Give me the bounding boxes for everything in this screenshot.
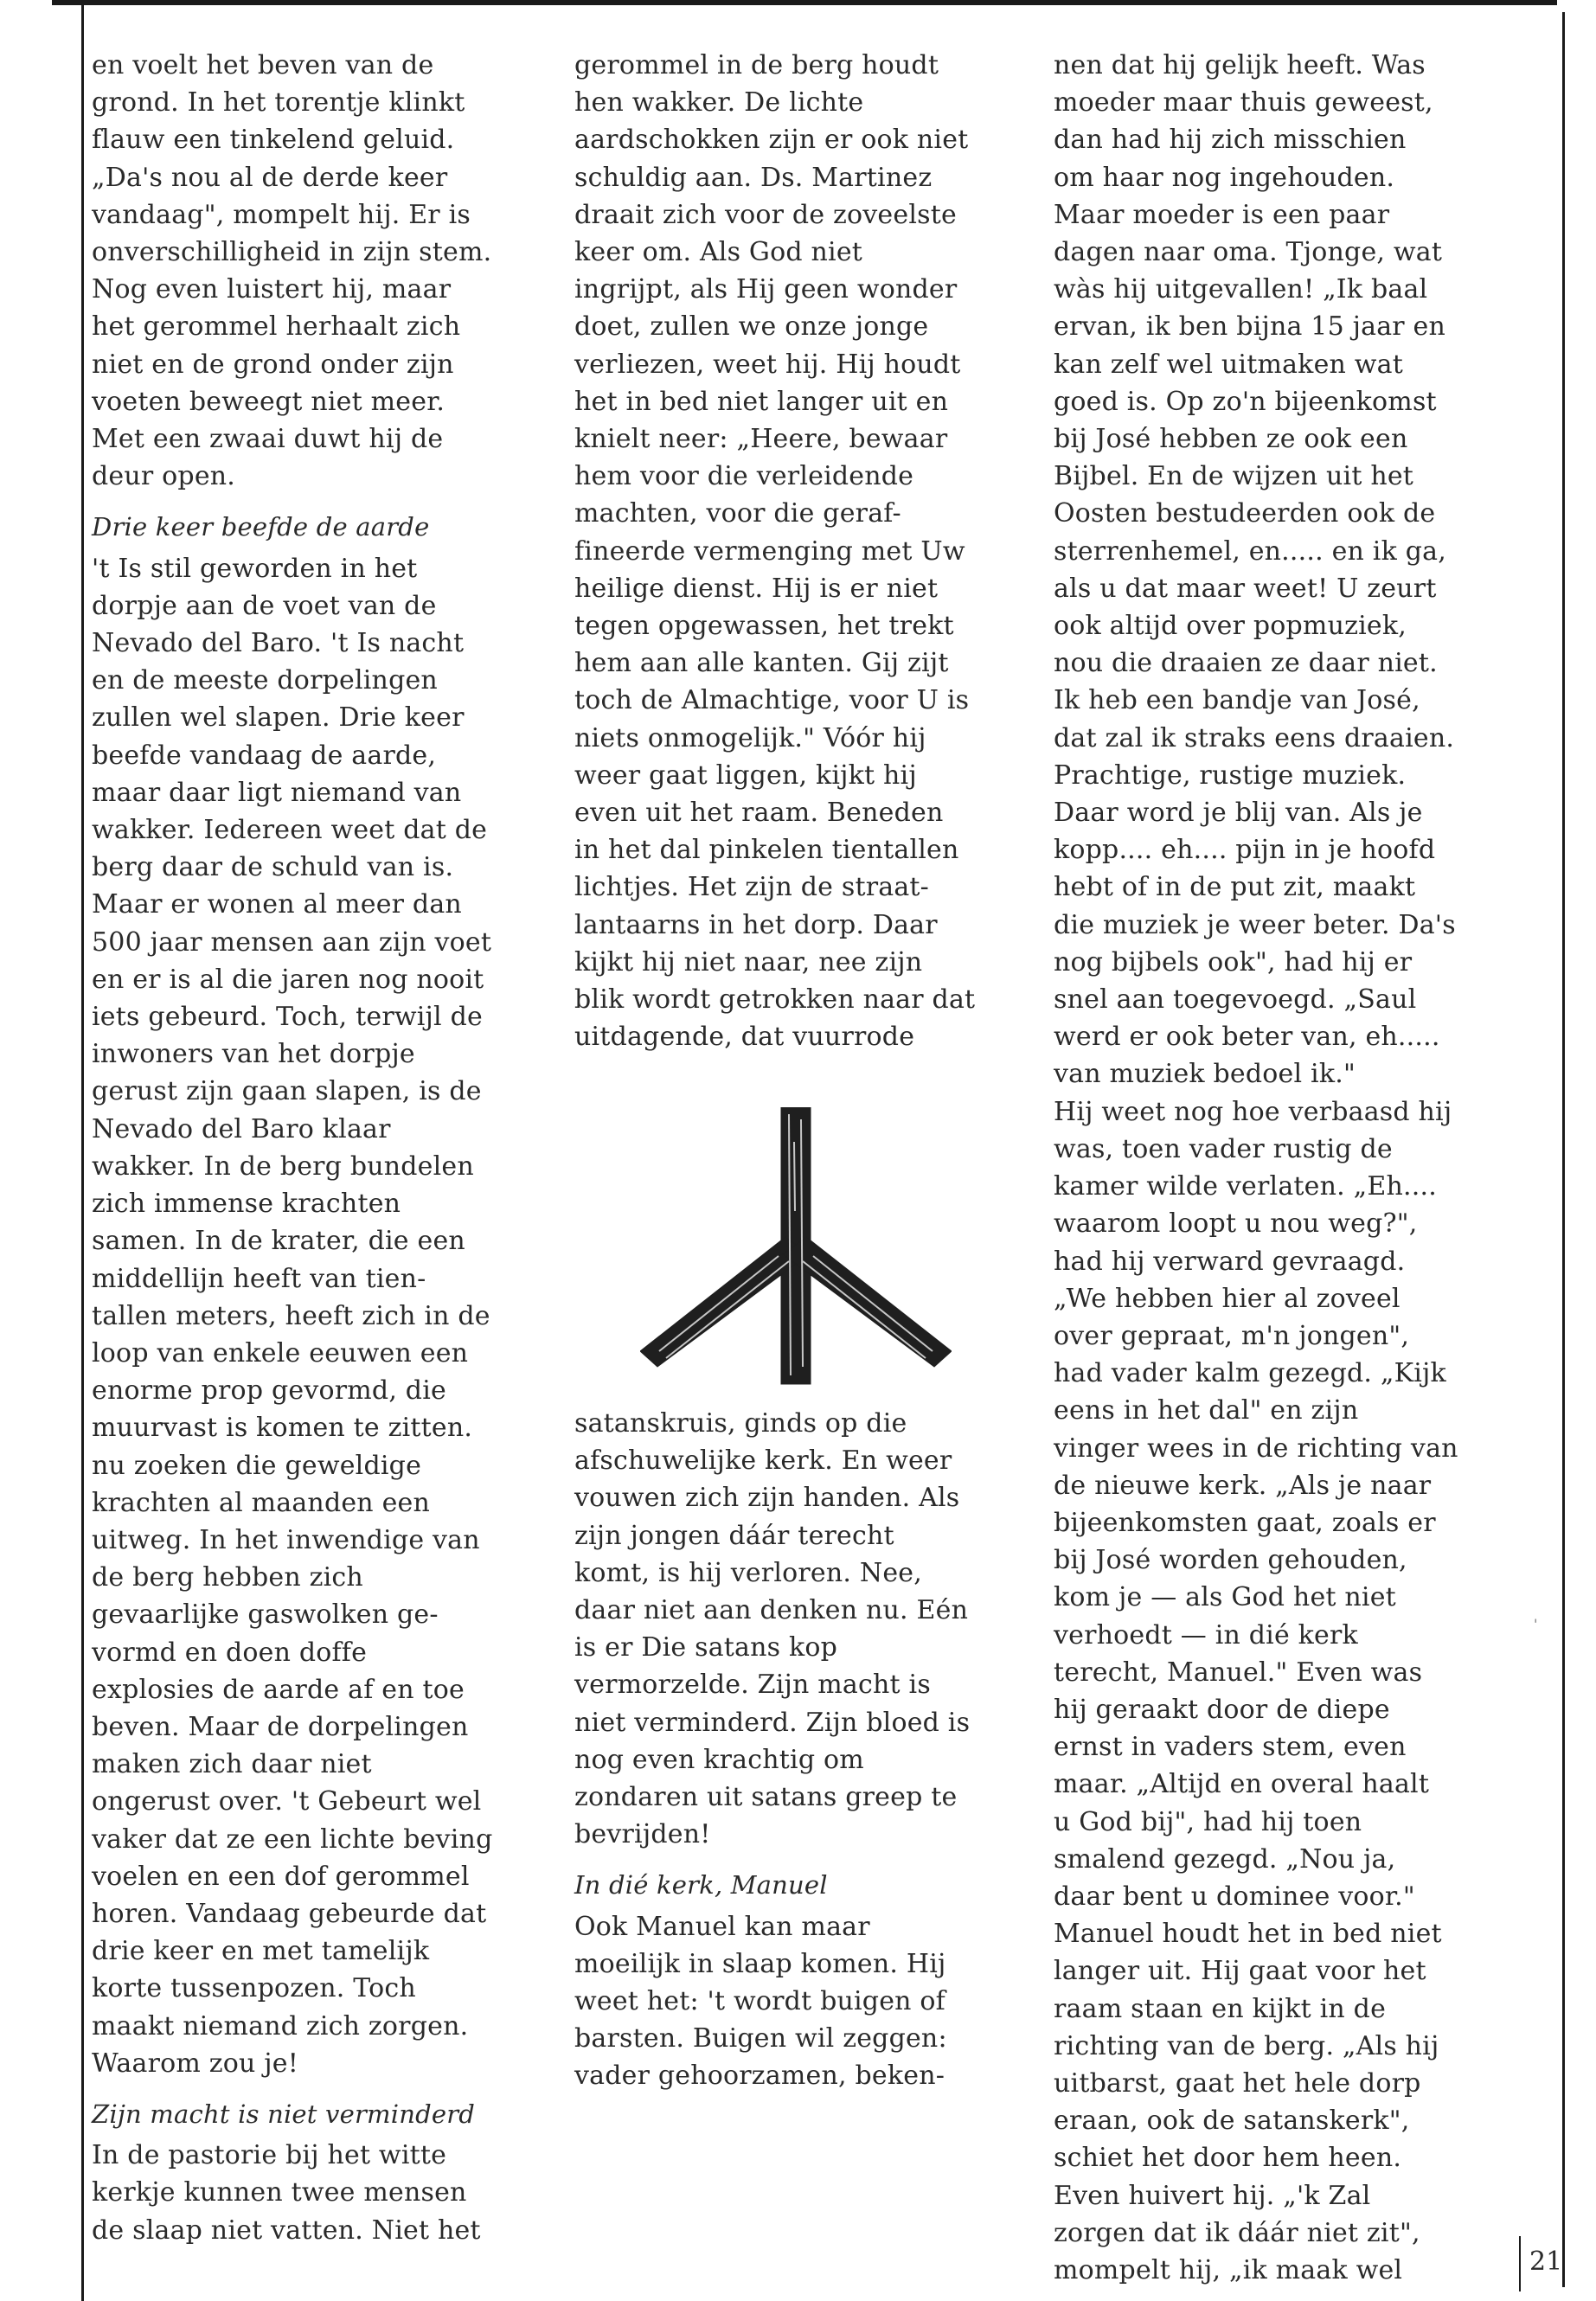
text-line: en voelt het beven van de — [92, 50, 434, 80]
col1-block1 — [92, 47, 572, 495]
text-line: maken zich daar niet — [92, 1749, 372, 1780]
text-line: explosies de aarde af en toe — [92, 1674, 465, 1705]
article-column-2 — [574, 47, 1024, 1055]
text-line: zondaren uit satans greep te — [574, 1782, 958, 1813]
subheading-zijn-macht: Zijn macht is niet verminderd — [92, 2099, 476, 2129]
text-line: nog bijbels ook", had hij er — [1054, 946, 1413, 977]
text-line: voelen en een dof gerommel — [92, 1861, 470, 1892]
text-line: maar daar ligt niemand van — [92, 777, 462, 808]
left-column-rule — [81, 0, 84, 2301]
text-line: Nevado del Baro klaar — [92, 1113, 391, 1144]
text-line: nu zoeken die geweldige — [92, 1450, 422, 1481]
text-line: verhoedt — in dié kerk — [1054, 1619, 1358, 1650]
text-line: uitbarst, gaat het hele dorp — [1054, 2067, 1421, 2099]
text-line: Maar er wonen al meer dan — [92, 889, 462, 920]
text-line: beven. Maar de dorpelingen — [92, 1711, 469, 1742]
text-line: u God bij", had hij toen — [1054, 1806, 1362, 1837]
text-line: satanskruis, ginds op die — [574, 1408, 907, 1439]
text-line: niet verminderd. Zijn bloed is — [574, 1707, 971, 1738]
text-line: Manuel houdt het in bed niet — [1054, 1919, 1442, 1950]
text-line: hem aan alle kanten. Gij zijt — [574, 648, 949, 679]
text-line: en er is al die jaren nog nooit — [92, 964, 484, 995]
text-line: Waarom zou je! — [92, 2048, 299, 2079]
text-line: iets gebeurd. Toch, terwijl de — [92, 1002, 483, 1033]
text-line: onverschilligheid in zijn stem. — [92, 237, 492, 268]
stray-mark: ' — [1534, 1616, 1538, 1632]
top-rule — [52, 0, 1557, 5]
article-column-2-lower — [574, 1405, 1024, 2095]
text-line: mompelt hij, „ik maak wel — [1054, 2254, 1403, 2285]
text-line: Bijbel. En de wijzen uit het — [1054, 461, 1414, 492]
text-line: horen. Vandaag gebeurde dat — [92, 1898, 487, 1929]
text-line: verliezen, weet hij. Hij houdt — [574, 349, 961, 380]
text-line: berg daar de schuld van is. — [92, 852, 454, 883]
text-line: kom je — als God het niet — [1054, 1582, 1396, 1613]
text-line: ervan, ik ben bijna 15 jaar en — [1054, 311, 1446, 343]
text-line: eens in het dal" en zijn — [1054, 1395, 1359, 1426]
text-line: lantaarns in het dorp. Daar — [574, 909, 938, 940]
text-line: moeilijk in slaap komen. Hij — [574, 1948, 946, 1979]
text-line: werd er ook beter van, eh..... — [1054, 1022, 1440, 1053]
text-line: sterrenhemel, en..... en ik ga, — [1054, 535, 1446, 567]
text-line: nou die draaien ze daar niet. — [1054, 648, 1438, 679]
text-line: Nog even luistert hij, maar — [92, 274, 452, 305]
text-line: tegen opgewassen, het trekt — [574, 611, 954, 642]
text-line: schiet het door hem heen. — [1054, 2143, 1402, 2174]
text-line: dagen naar oma. Tjonge, wat — [1054, 237, 1443, 268]
text-line: dan had hij zich misschien — [1054, 125, 1407, 156]
text-line: Even huivert hij. „'k Zal — [1054, 2180, 1371, 2211]
text-line: knielt neer: „Heere, bewaar — [574, 424, 948, 455]
text-line: goed is. Op zo'n bijeenkomst — [1054, 386, 1437, 417]
article-column-3 — [1054, 47, 1521, 2289]
text-line: zijn jongen dáár terecht — [574, 1520, 894, 1551]
text-line: wakker. In de berg bundelen — [92, 1150, 474, 1182]
col1-block3 — [92, 2137, 572, 2249]
text-line: vermorzelde. Zijn macht is — [574, 1670, 931, 1701]
text-line: tallen meters, heeft zich in de — [92, 1300, 490, 1331]
text-line: ook altijd over popmuziek, — [1054, 611, 1407, 642]
text-line: keer om. Als God niet — [574, 237, 863, 268]
text-line: zorgen dat ik dáár niet zit", — [1054, 2217, 1420, 2248]
article-column-1 — [92, 47, 572, 2249]
text-line: lichtjes. Het zijn de straat- — [574, 872, 930, 903]
text-line: zullen wel slapen. Drie keer — [92, 702, 465, 734]
text-line: hij geraakt door de diepe — [1054, 1694, 1390, 1725]
text-line: ongerust over. 't Gebeurt wel — [92, 1786, 482, 1817]
text-line: beefde vandaag de aarde, — [92, 740, 437, 771]
text-line: vinger wees in de richting van — [1054, 1433, 1458, 1464]
text-line: uitdagende, dat vuurrode — [574, 1022, 915, 1053]
text-line: Maar moeder is een paar — [1054, 199, 1390, 230]
text-line: de berg hebben zich — [92, 1562, 363, 1593]
subheading-in-die-kerk: In dié kerk, Manuel — [574, 1870, 828, 1900]
text-line: Daar word je blij van. Als je — [1054, 798, 1423, 829]
text-line: 500 jaar mensen aan zijn voet — [92, 926, 492, 958]
text-line: „Da's nou al de derde keer — [92, 162, 448, 193]
text-line: om haar nog ingehouden. — [1054, 162, 1395, 193]
text-line: grond. In het torentje klinkt — [92, 87, 465, 119]
text-line: kijkt hij niet naar, nee zijn — [574, 946, 923, 977]
text-line: doet, zullen we onze jonge — [574, 311, 929, 343]
text-line: draait zich voor de zoveelste — [574, 199, 957, 230]
text-line: maar. „Altijd en overal haalt — [1054, 1769, 1430, 1800]
text-line: bij José worden gehouden, — [1054, 1545, 1407, 1576]
text-line: langer uit. Hij gaat voor het — [1054, 1956, 1426, 1987]
text-line: wakker. Iedereen weet dat de — [92, 815, 488, 846]
text-line: vandaag", mompelt hij. Er is — [92, 199, 471, 230]
text-line: Ik heb een bandje van José, — [1054, 685, 1420, 716]
text-line: korte tussenpozen. Toch — [92, 1973, 416, 2004]
text-line: krachten al maanden een — [92, 1487, 430, 1518]
text-line: weet het: 't wordt buigen of — [574, 1986, 945, 2017]
text-line: is er Die satans kop — [574, 1632, 838, 1663]
text-line: nog even krachtig om — [574, 1744, 864, 1775]
text-line: Prachtige, rustige muziek. — [1054, 760, 1407, 791]
text-line: terecht, Manuel." Even was — [1054, 1657, 1423, 1688]
text-line: middellijn heeft van tien- — [92, 1263, 426, 1294]
text-line: daar niet aan denken nu. Eén — [574, 1595, 969, 1626]
text-line: kamer wilde verlaten. „Eh.... — [1054, 1171, 1437, 1202]
text-line: kopp.... eh.... pijn in je hoofd — [1054, 835, 1436, 866]
text-line: loop van enkele eeuwen een — [92, 1337, 469, 1368]
text-line: de nieuwe kerk. „Als je naar — [1054, 1470, 1432, 1501]
text-line: hebt of in de put zit, maakt — [1054, 872, 1416, 903]
text-line: dat zal ik straks eens draaien. — [1054, 722, 1455, 753]
text-line: richting van de berg. „Als hij — [1054, 2030, 1439, 2061]
text-line: Ook Manuel kan maar — [574, 1911, 870, 1942]
text-line: barsten. Buigen wil zeggen: — [574, 2023, 947, 2054]
text-line: Oosten bestudeerden ook de — [1054, 498, 1436, 529]
text-line: niet en de grond onder zijn — [92, 349, 454, 380]
text-line: deur open. — [92, 461, 236, 492]
text-line: had hij verward gevraagd. — [1054, 1246, 1406, 1277]
text-line: smalend gezegd. „Nou ja, — [1054, 1843, 1396, 1875]
text-line: hen wakker. De lichte — [574, 87, 864, 119]
text-line: gevaarlijke gaswolken ge- — [92, 1599, 439, 1631]
text-line: In de pastorie bij het witte — [92, 2140, 447, 2171]
page-number: 21 — [1529, 2247, 1563, 2277]
text-line: had vader kalm gezegd. „Kijk — [1054, 1358, 1446, 1389]
text-line: toch de Almachtige, voor U is — [574, 685, 970, 716]
col3-block1 — [1054, 47, 1521, 2289]
text-line: bevrijden! — [574, 1819, 711, 1850]
text-line: was, toen vader rustig de — [1054, 1133, 1393, 1164]
text-line: enorme prop gevormd, die — [92, 1375, 446, 1407]
text-line: van muziek bedoel ik." — [1054, 1059, 1356, 1090]
text-line: bijeenkomsten gaat, zoals er — [1054, 1507, 1436, 1538]
text-line: kan zelf wel uitmaken wat — [1054, 349, 1403, 380]
text-line: wàs hij uitgevallen! „Ik baal — [1054, 274, 1428, 305]
text-line: 't Is stil geworden in het — [92, 553, 418, 584]
col2-block2 — [574, 1405, 1024, 1853]
text-line: bij José hebben ze ook een — [1054, 424, 1408, 455]
text-line: eraan, ook de satanskerk", — [1054, 2106, 1410, 2137]
text-line: daar bent u dominee voor." — [1054, 1881, 1415, 1912]
text-line: ernst in vaders stem, even — [1054, 1732, 1407, 1763]
text-line: maakt niemand zich zorgen. — [92, 2010, 469, 2041]
text-line: afschuwelijke kerk. En weer — [574, 1445, 952, 1477]
text-line: schuldig aan. Ds. Martinez — [574, 162, 933, 193]
text-line: vormd en doen doffe — [92, 1637, 368, 1668]
text-line: heilige dienst. Hij is er niet — [574, 573, 939, 604]
text-line: muurvast is komen te zitten. — [92, 1413, 473, 1444]
text-line: het in bed niet langer uit en — [574, 386, 949, 417]
text-line: waarom loopt u nou weg?", — [1054, 1208, 1418, 1240]
text-line: de slaap niet vatten. Niet het — [92, 2214, 481, 2246]
text-line: uitweg. In het inwendige van — [92, 1524, 480, 1555]
text-line: en de meeste dorpelingen — [92, 665, 438, 696]
col2-block3 — [574, 1908, 1024, 2095]
text-line: in het dal pinkelen tientallen — [574, 835, 959, 866]
satanskruis-illustration — [640, 1107, 952, 1393]
text-line: kerkje kunnen twee mensen — [92, 2177, 467, 2208]
text-line: moeder maar thuis geweest, — [1054, 87, 1433, 119]
text-line: gerust zijn gaan slapen, is de — [92, 1076, 482, 1107]
text-line: als u dat maar weet! U zeurt — [1054, 573, 1437, 604]
text-line: samen. In de krater, die een — [92, 1226, 465, 1257]
text-line: hem voor die verleidende — [574, 461, 914, 492]
text-line: vader gehoorzamen, beken- — [574, 2061, 945, 2092]
text-line: voeten beweegt niet meer. — [92, 386, 445, 417]
text-line: over gepraat, m'n jongen", — [1054, 1320, 1410, 1351]
text-line: vaker dat ze een lichte beving — [92, 1823, 493, 1855]
text-line: aardschokken zijn er ook niet — [574, 125, 969, 156]
text-line: komt, is hij verloren. Nee, — [574, 1557, 922, 1588]
text-line: zich immense krachten — [92, 1189, 401, 1220]
text-line: weer gaat liggen, kijkt hij — [574, 760, 917, 791]
text-line: machten, voor die geraf- — [574, 498, 901, 529]
text-line: die muziek je weer beter. Da's — [1054, 909, 1456, 940]
text-line: gerommel in de berg houdt — [574, 50, 939, 80]
text-line: raam staan en kijkt in de — [1054, 1993, 1387, 2024]
text-line: even uit het raam. Beneden — [574, 798, 944, 829]
text-line: Nevado del Baro. 't Is nacht — [92, 628, 465, 659]
text-line: Met een zwaai duwt hij de — [92, 424, 444, 455]
text-line: „We hebben hier al zoveel — [1054, 1283, 1401, 1314]
text-line: dorpje aan de voet van de — [92, 590, 437, 621]
subheading-drie-keer: Drie keer beefde de aarde — [92, 512, 430, 542]
text-line: het gerommel herhaalt zich — [92, 311, 461, 343]
text-line: ingrijpt, als Hij geen wonder — [574, 274, 958, 305]
text-line: flauw een tinkelend geluid. — [92, 125, 455, 156]
text-line: drie keer en met tamelijk — [92, 1936, 430, 1967]
text-line: snel aan toegevoegd. „Saul — [1054, 984, 1417, 1016]
text-line: vouwen zich zijn handen. Als — [574, 1483, 960, 1514]
text-line: blik wordt getrokken naar dat — [574, 984, 976, 1016]
text-line: nen dat hij gelijk heeft. Was — [1054, 50, 1426, 80]
text-line: inwoners van het dorpje — [92, 1039, 415, 1070]
right-margin-rule — [1562, 12, 1565, 2287]
text-line: niets onmogelijk." Vóór hij — [574, 722, 926, 753]
text-line: Hij weet nog hoe verbaasd hij — [1054, 1096, 1452, 1127]
col2-block1 — [574, 47, 1024, 1055]
col1-block2 — [92, 550, 572, 2082]
text-line: fineerde vermenging met Uw — [574, 535, 965, 567]
